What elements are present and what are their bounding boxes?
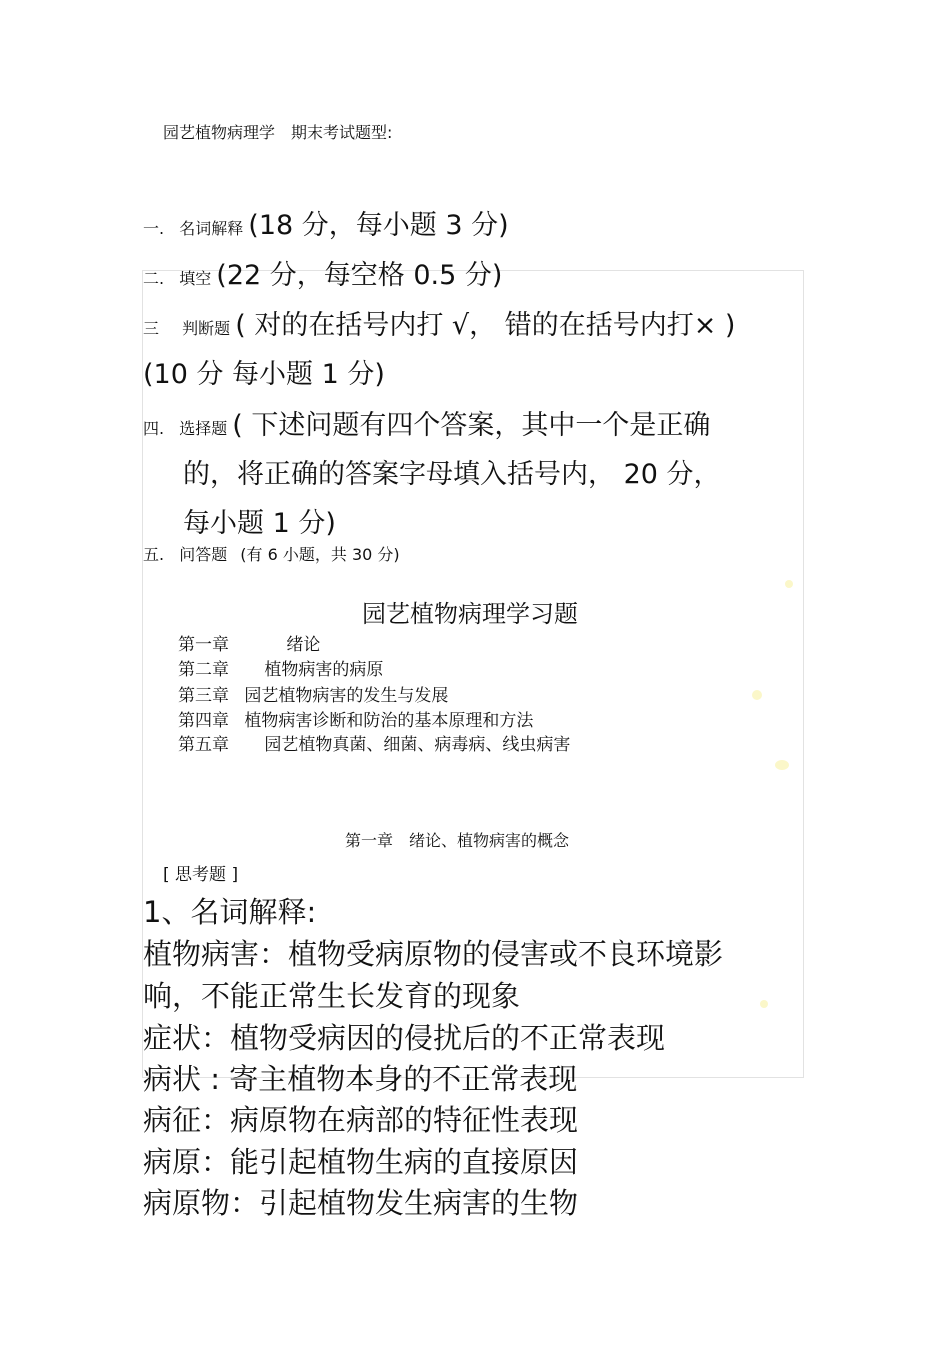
chapter-number: 第一章 <box>178 635 229 655</box>
definition-line: 病征：病原物在病部的特征性表现 <box>143 1103 579 1137</box>
section-detail-line3: 每小题 1 分) <box>183 508 336 539</box>
chapter1-heading: 第一章 绪论、植物病害的概念 <box>345 831 570 850</box>
definition-line: 病状 : 寄主植物本身的不正常表现 <box>143 1062 578 1096</box>
chapter-number: 第三章 <box>178 686 229 706</box>
exam-section-2 <box>143 253 502 292</box>
section-label: 问答题 <box>179 545 228 564</box>
scan-speck <box>775 760 789 770</box>
section-detail-line2: (10 分 每小题 1 分) <box>143 359 385 390</box>
exam-header: 园艺植物病理学 期末考试题型: <box>163 123 393 142</box>
scan-speck <box>760 1000 768 1008</box>
exercise-title: 园艺植物病理学习题 <box>362 600 578 628</box>
section-label: 名词解释 <box>179 219 244 238</box>
section-label: 选择题 <box>179 419 228 438</box>
chapter-number: 第五章 <box>178 735 229 755</box>
chapter-name: 园艺植物真菌、细菌、病毒病、线虫病害 <box>264 735 571 755</box>
chapter-list-item <box>178 655 383 680</box>
section-detail: (22 分，每空格 0.5 分) <box>216 260 503 291</box>
exam-section-5 <box>143 542 400 565</box>
definition-line: 植物病害：植物受病原物的侵害或不良环境影 <box>143 937 724 971</box>
section-number: 四. <box>143 419 165 438</box>
section-detail: ( 下述问题有四个答案，其中一个是正确 <box>232 410 711 441</box>
think-label: [ 思考题 ] <box>163 865 239 885</box>
section-label: 填空 <box>179 269 212 288</box>
chapter-list-item <box>178 730 570 755</box>
chapter-list-item <box>178 681 448 706</box>
chapter-list-item <box>178 630 320 655</box>
section-detail: (有 6 小题，共 30 分) <box>240 545 400 564</box>
section-number: 三 <box>143 319 160 338</box>
scan-speck <box>785 580 793 588</box>
chapter-number: 第四章 <box>178 711 229 731</box>
section-number: 二. <box>143 269 165 288</box>
section-detail: (18 分，每小题 3 分) <box>248 210 509 241</box>
scan-speck <box>752 690 762 700</box>
chapter-name: 植物病害诊断和防治的基本原理和方法 <box>244 711 534 731</box>
chapter-name: 绪论 <box>286 635 321 655</box>
section-label: 判断题 <box>182 319 231 338</box>
question-title: 1、名词解释: <box>143 895 317 929</box>
section-detail: ( 对的在括号内打 √， 错的在括号内打× ) <box>235 310 736 341</box>
definition-line: 响，不能正常生长发育的现象 <box>143 979 521 1013</box>
exam-section-4 <box>143 403 710 442</box>
section-number: 五. <box>143 545 165 564</box>
chapter-name: 植物病害的病原 <box>264 660 384 680</box>
section-detail-line2: 的，将正确的答案字母填入括号内， 20 分， <box>183 459 721 490</box>
definition-line: 病原：能引起植物生病的直接原因 <box>143 1145 579 1179</box>
exam-section-3 <box>143 303 735 342</box>
chapter-name: 园艺植物病害的发生与发展 <box>244 686 449 706</box>
exam-section-1 <box>143 203 509 242</box>
definition-line: 病原物：引起植物发生病害的生物 <box>143 1186 579 1220</box>
section-number: 一. <box>143 219 165 238</box>
chapter-number: 第二章 <box>178 660 229 680</box>
chapter-list-item <box>178 706 533 731</box>
definition-line: 症状：植物受病因的侵扰后的不正常表现 <box>143 1021 666 1055</box>
